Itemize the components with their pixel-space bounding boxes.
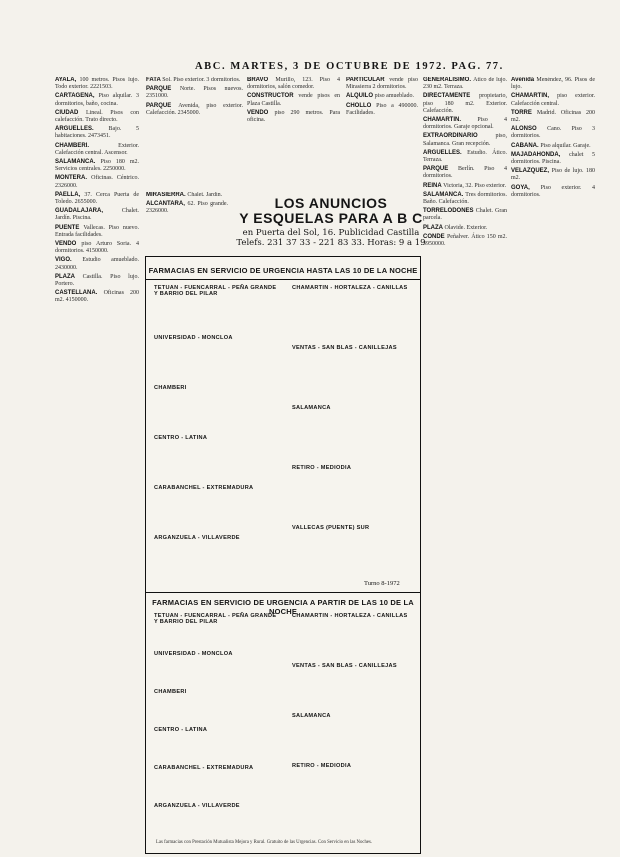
ad-keyword: Avenida: [511, 77, 537, 83]
ad-keyword: GOYA,: [511, 184, 541, 191]
classified-ad: [146, 86, 243, 100]
promo-line-1: LOS ANUNCIOS: [274, 195, 388, 211]
ad-keyword: CHAMARTIN.: [423, 117, 478, 124]
classified-ad: [146, 77, 243, 84]
pharmacy-zone-heading: CARABANCHEL - EXTREMADURA: [154, 485, 254, 491]
classifieds-column-2b: [247, 77, 340, 193]
classified-ad: [55, 143, 139, 157]
ad-text: vende piso Mirasierra 2 dormitorios.: [346, 77, 418, 91]
ad-text: 37. Cerca Puerta de Toledo. 2655000.: [55, 191, 139, 206]
ad-text: piso exterior. Calefacción central.: [511, 93, 595, 107]
classified-ad: [423, 225, 507, 232]
classified-ad: [247, 77, 340, 91]
ad-keyword: VENDO: [247, 109, 275, 116]
ad-keyword: PAELLA,: [55, 191, 85, 198]
classified-ad: [423, 192, 507, 206]
classified-ad: [247, 93, 340, 107]
classified-ad: [511, 110, 595, 124]
ad-keyword: ARGUELLES.: [423, 149, 468, 156]
pharmacy-title-day: FARMACIAS EN SERVICIO DE URGENCIA HASTA LAS 10 DE LA NOCHE: [148, 266, 418, 275]
ad-text: propietario, piso 180 m2. Exterior. Calefacción.: [423, 93, 507, 114]
classified-ad: [511, 143, 595, 150]
ad-text: vende pisos en Plaza Castilla.: [247, 93, 340, 107]
ad-keyword: FATA: [146, 77, 163, 83]
ad-keyword: SALAMANCA.: [423, 191, 466, 198]
ad-text: 62. Piso grande. 2326000.: [146, 201, 228, 215]
ad-keyword: MAJADAHONDA,: [511, 151, 570, 158]
pharmacy-zone-heading: RETIRO - MEDIODIA: [292, 465, 352, 471]
ad-text: Ático de lujo. 230 m2. Terraza.: [423, 77, 507, 91]
divider: [146, 592, 420, 593]
ad-keyword: ARGUELLES.: [55, 126, 109, 133]
pharmacy-zone-heading: CARABANCHEL - EXTREMADURA: [154, 765, 254, 771]
classified-ad: [511, 126, 595, 140]
pharmacy-zone-heading: CENTRO - LATINA: [154, 435, 208, 441]
ad-keyword: CASTELLANA.: [55, 290, 104, 297]
classified-ad: [511, 152, 595, 166]
pharmacy-zone-heading: RETIRO - MEDIODIA: [292, 763, 352, 769]
ad-text: Oficinas. Céntrico. 2326000.: [55, 175, 139, 189]
ad-text: Oficinas 200 m2. 4150000.: [55, 290, 139, 304]
ad-keyword: BRAVO: [247, 77, 276, 83]
ad-keyword: VELAZQUEZ,: [511, 168, 552, 175]
ad-text: Piso alquilar. 3 dormitorios, baño, cocina.: [55, 93, 139, 107]
pharmacy-zone-heading: VENTAS - SAN BLAS - CANILLEJAS: [292, 345, 397, 351]
classified-ad: [55, 175, 139, 189]
classified-ad: [511, 93, 595, 107]
classified-ad: [346, 93, 418, 100]
ad-keyword: TORRELODONES: [423, 208, 476, 215]
pharmacy-footnote: Las farmacias con Prestación Mutualista Mejora y Rural. Gratuito de las Urgencias. Con Servicio en las Noches.: [156, 840, 373, 845]
ad-keyword: CIUDAD: [55, 109, 86, 116]
classified-ad: [55, 126, 139, 140]
ad-keyword: VIGO.: [55, 257, 83, 264]
pharmacy-zone-heading: ARGANZUELA - VILLAVERDE: [154, 535, 240, 541]
pharmacy-zone-heading: VALLECAS (PUENTE) SUR: [292, 525, 370, 531]
ad-keyword: CABANA.: [511, 142, 541, 149]
pharmacy-zone-heading: CENTRO - LATINA: [154, 727, 208, 733]
classified-ad: [55, 225, 139, 239]
classified-ad: [423, 234, 507, 248]
ad-keyword: PARQUE: [146, 102, 179, 109]
classified-ad: [55, 257, 139, 271]
pharmacy-zone-heading: UNIVERSIDAD - MONCLOA: [154, 335, 233, 341]
classified-ad: [346, 103, 418, 117]
classified-ad: [423, 150, 507, 164]
promo-line-2: Y ESQUELAS PARA A B C: [239, 210, 423, 226]
page-header: ABC. MARTES, 3 DE OCTUBRE DE 1972. PAG. 77.: [195, 61, 504, 72]
classified-ad: [146, 192, 228, 199]
classified-ad: [55, 290, 139, 304]
ad-text: Vallecas. Piso nuevo. Entrada facilidades.: [55, 224, 139, 238]
ad-keyword: PUENTE: [55, 224, 84, 231]
ad-keyword: EXTRAORDINARIO: [423, 133, 496, 140]
classified-ad: [55, 241, 139, 255]
pharmacy-zone-heading: CHAMARTIN - HORTALEZA - CANILLAS: [292, 613, 408, 619]
classified-ad: [146, 201, 228, 215]
ad-keyword: PARTICULAR: [346, 77, 390, 83]
ad-text: chalet 5 dormitorios. Piscina.: [511, 151, 595, 166]
ad-keyword: PLAZA: [423, 224, 445, 231]
ad-text: piso Arturo Soria. 4 dormitorios. 4150000.: [55, 241, 139, 255]
ad-keyword: SALAMANCA.: [55, 159, 101, 166]
pharmacy-zone-heading: CHAMBERI: [154, 385, 187, 391]
ad-keyword: CONDE: [423, 233, 447, 240]
promo-line-3: en Puerta del Sol, 16. Publicidad Castilla Telefs. 231 37 33 - 221 83 33. Horas: 9 a 19: [236, 228, 426, 248]
ad-text: piso amueblado.: [374, 93, 414, 100]
pharmacy-box: [145, 256, 421, 854]
ad-text: Piso a 490000. Facilidades.: [346, 102, 418, 116]
classified-ad: [423, 208, 507, 222]
classified-ad: [423, 117, 507, 131]
ad-keyword: MONTERA.: [55, 175, 92, 182]
ad-keyword: REINA: [423, 182, 444, 189]
ad-text: Murillo, 123. Piso 4 dormitorios, salón comedor.: [247, 77, 340, 91]
ad-keyword: ALONSO: [511, 126, 548, 133]
pharmacy-zone-heading: ARGANZUELA - VILLAVERDE: [154, 803, 240, 809]
ad-text: Victoria, 32. Piso exterior.: [443, 182, 507, 189]
ad-keyword: PLAZA: [55, 273, 83, 280]
ad-keyword: ALCANTARA,: [146, 201, 188, 208]
ad-text: Berlín. Piso 4 dormitorios.: [423, 166, 507, 180]
ad-keyword: CHAMARTIN,: [511, 93, 558, 100]
classified-ad: [423, 166, 507, 180]
ad-text: Chalet. Jardín. Piscina.: [55, 208, 139, 222]
classified-ad: [511, 185, 595, 199]
pharmacy-zone-heading: TETUAN - FUENCARRAL - PEÑA GRANDE Y BARRIO DEL PILAR: [154, 613, 277, 625]
pharmacy-zone-heading: SALAMANCA: [292, 405, 331, 411]
ad-text: Piso 4 dormitorios. Garaje opcional.: [423, 117, 507, 131]
classifieds-column-1: [55, 77, 139, 847]
classified-ad: [511, 168, 595, 182]
classified-ad: [55, 208, 139, 222]
pharmacy-title-night: FARMACIAS EN SERVICIO DE URGENCIA A PARTIR DE LAS 10 DE LA NOCHE: [152, 598, 414, 616]
divider: [146, 279, 420, 280]
ad-text: Piso exterior. 4 dormitorios.: [511, 184, 595, 198]
ad-keyword: GUADALAJARA,: [55, 208, 122, 215]
ad-text: 100 metros. Pisos lujo. Todo exterior. 2221503.: [55, 77, 139, 91]
ad-text: Lineal. Pisos con calefacción. Trato directo.: [55, 109, 139, 124]
pharmacy-zone-heading: VENTAS - SAN BLAS - CANILLEJAS: [292, 663, 397, 669]
ad-keyword: PARQUE: [423, 166, 458, 173]
classified-ad: [247, 110, 340, 124]
ad-text: Exterior. Calefacción central. Ascensor.: [55, 142, 139, 156]
classifieds-column-5: [511, 77, 595, 847]
pharmacy-zone-heading: UNIVERSIDAD - MONCLOA: [154, 651, 233, 657]
ad-text: Tres dormitorios. Baño. Calefacción.: [423, 191, 507, 206]
classified-ad: [55, 93, 139, 107]
classified-ad: [346, 77, 418, 91]
ad-keyword: ALQUILO: [346, 93, 375, 100]
ad-text: Olavide. Exterior.: [444, 224, 488, 231]
ad-text: Avenida, piso exterior. Calefacción. 2345000.: [146, 102, 243, 116]
classified-ad: [423, 183, 507, 190]
classified-ad: [55, 192, 139, 206]
ad-text: Cano. Piso 3 dormitorios.: [511, 126, 595, 140]
classified-ad: [146, 103, 243, 117]
ad-text: Chalet. Gran parcela.: [423, 208, 507, 222]
ad-text: Menéndez, 96. Pisos de lujo.: [511, 77, 595, 91]
ad-keyword: DIRECTAMENTE: [423, 93, 480, 100]
classified-ad: [55, 110, 139, 124]
ad-text: piso, Salamanca. Gran recepción.: [423, 133, 507, 147]
classifieds-column-4: [423, 77, 507, 847]
classified-ad: [55, 159, 139, 173]
classified-ad: [55, 77, 139, 91]
classifieds-column-2c: [146, 192, 228, 248]
ad-keyword: AYALA,: [55, 77, 80, 83]
ad-text: Chalet. Jardín.: [187, 192, 223, 198]
pharmacy-zone-heading: SALAMANCA: [292, 713, 331, 719]
classified-ad: [55, 274, 139, 288]
classified-ad: [423, 133, 507, 147]
pharmacy-zone-heading: TETUAN - FUENCARRAL - PEÑA GRANDE Y BARRIO DEL PILAR: [154, 285, 277, 297]
ad-keyword: TORRE: [511, 109, 537, 116]
ad-text: Estudio amueblado. 2430000.: [55, 257, 139, 271]
ad-text: Piso 180 m2. Servicios centrales. 2250000.: [55, 159, 139, 173]
ad-text: Piso alquilar. Garaje.: [540, 142, 591, 149]
ad-text: Piso de lujo. 180 m2.: [511, 168, 595, 182]
ad-text: piso 290 metros. Para oficina.: [247, 109, 340, 124]
pharmacy-zone-heading: CHAMARTIN - HORTALEZA - CANILLAS: [292, 285, 408, 291]
pharmacy-zone-heading: CHAMBERI: [154, 689, 187, 695]
ad-text: Castilla. Piso lujo. Portero.: [55, 273, 139, 288]
ad-keyword: CHAMBERI.: [55, 142, 119, 149]
ads-promo-box: [236, 196, 426, 248]
ad-text: Madrid. Oficinas 200 m2.: [511, 109, 595, 124]
ad-keyword: GENERALISIMO.: [423, 77, 474, 83]
ad-text: Sol. Piso exterior. 3 dormitorios.: [162, 77, 241, 83]
ad-text: Bajo. 5 habitaciones. 2473451.: [55, 126, 139, 140]
classified-ad: [511, 77, 595, 91]
classified-ad: [423, 77, 507, 91]
ad-keyword: VENDO: [55, 241, 82, 248]
turn-date: Turno 8-1972: [364, 580, 400, 587]
ad-keyword: MIRASIERRA.: [146, 192, 188, 198]
ad-keyword: CONSTRUCTOR: [247, 93, 299, 100]
classified-ad: [423, 93, 507, 115]
ad-keyword: CARTAGENA,: [55, 93, 99, 100]
ad-text: Estudio. Ático. Terraza.: [423, 149, 507, 164]
ad-text: Norte. Pisos nuevos. 2351000.: [146, 86, 243, 100]
ad-keyword: CHOLLO: [346, 102, 377, 109]
ad-keyword: PARQUE: [146, 86, 180, 93]
ad-text: Peñalver. Ático 150 m2. 3950000.: [423, 233, 507, 248]
